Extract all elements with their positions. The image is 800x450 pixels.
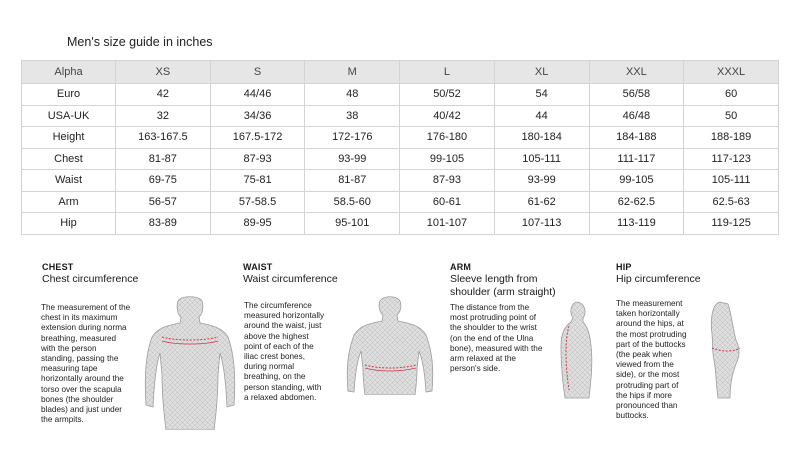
waist-description <box>244 301 324 403</box>
table-cell: 167.5-172 <box>210 127 305 149</box>
hip-subtitle: Hip circumference <box>616 273 701 286</box>
hip-desc-line: pronounced than <box>616 401 678 411</box>
table-cell: 44/46 <box>210 84 305 106</box>
arm-desc-line: bone), measured with the <box>450 343 543 353</box>
page-title: Men's size guide in inches <box>67 35 213 49</box>
chest-desc-line: The measurement of the <box>41 303 131 312</box>
table-cell: 180-184 <box>494 127 589 149</box>
waist-kicker: WAIST <box>243 262 273 272</box>
table-cell: 34/36 <box>210 105 305 127</box>
waist-subtitle: Waist circumference <box>243 273 338 286</box>
size-table <box>21 60 779 235</box>
table-row <box>22 127 779 149</box>
table-cell: 99-105 <box>400 148 495 170</box>
table-cell: 81-87 <box>305 170 400 192</box>
table-cell: 93-99 <box>305 148 400 170</box>
waist-desc-line: during normal <box>244 362 295 372</box>
table-header-cell: Alpha <box>22 61 116 84</box>
hip-desc-line: the hips if more <box>616 390 672 400</box>
chest-desc-line: chest in its maximum <box>41 313 118 323</box>
table-cell: 111-117 <box>589 148 684 170</box>
waist-desc-line: person standing, with <box>244 382 322 392</box>
arm-desc-line: most protruding point of <box>450 313 537 323</box>
chest-desc-line: blades) and just under <box>41 405 123 415</box>
row-label: Height <box>22 127 116 149</box>
hip-desc-line: viewed from the <box>616 360 674 370</box>
chest-desc-line: measuring tape <box>41 364 98 374</box>
waist-desc-line: around the waist, just <box>244 321 322 331</box>
waist-desc-line: breathing, on the <box>244 372 306 382</box>
arm-desc-line: the shoulder to the wrist <box>450 323 537 333</box>
table-row <box>22 84 779 106</box>
hip-figure <box>700 300 750 400</box>
chest-desc-line: the armpits. <box>41 415 84 425</box>
row-label: Euro <box>22 84 116 106</box>
table-cell: 38 <box>305 105 400 127</box>
table-header-row <box>22 61 779 84</box>
row-label: Chest <box>22 148 116 170</box>
table-cell: 105-111 <box>684 170 779 192</box>
table-cell: 75-81 <box>210 170 305 192</box>
hip-kicker: HIP <box>616 262 632 272</box>
table-header-cell: XXXL <box>684 61 779 84</box>
table-cell: 60-61 <box>400 191 495 213</box>
table-row <box>22 191 779 213</box>
waist-figure <box>340 295 440 395</box>
table-cell: 101-107 <box>400 213 495 235</box>
table-row <box>22 170 779 192</box>
chest-kicker: CHEST <box>42 262 74 272</box>
table-header-cell: XXL <box>589 61 684 84</box>
table-header-cell: L <box>400 61 495 84</box>
chest-description <box>41 303 130 425</box>
table-cell: 62-62.5 <box>589 191 684 213</box>
table-cell: 69-75 <box>116 170 211 192</box>
waist-desc-line: a relaxed abdomen. <box>244 392 317 402</box>
row-label: Arm <box>22 191 116 213</box>
waist-heading <box>243 262 338 285</box>
waist-desc-line: measured horizontally <box>244 311 325 321</box>
table-cell: 87-93 <box>210 148 305 170</box>
arm-subtitle-line1: Sleeve length from <box>450 273 538 286</box>
arm-kicker: ARM <box>450 262 472 272</box>
hip-desc-line: the most protruding <box>616 329 687 339</box>
arm-figure <box>555 300 605 400</box>
table-cell: 117-123 <box>684 148 779 170</box>
row-label: Waist <box>22 170 116 192</box>
chest-desc-line: bones (the shoulder <box>41 394 114 404</box>
table-cell: 188-189 <box>684 127 779 149</box>
chest-desc-line: with the person <box>41 343 97 353</box>
hip-desc-line: (the peak when <box>616 350 672 360</box>
waist-desc-line: above the highest <box>244 331 309 341</box>
table-cell: 44 <box>494 105 589 127</box>
table-cell: 105-111 <box>494 148 589 170</box>
table-cell: 163-167.5 <box>116 127 211 149</box>
table-cell: 50/52 <box>400 84 495 106</box>
table-cell: 57-58.5 <box>210 191 305 213</box>
table-cell: 62.5-63 <box>684 191 779 213</box>
table-cell: 95-101 <box>305 213 400 235</box>
hip-desc-line: taken horizontally <box>616 309 680 319</box>
table-cell: 172-176 <box>305 127 400 149</box>
table-cell: 58.5-60 <box>305 191 400 213</box>
hip-heading <box>616 262 701 285</box>
table-cell: 40/42 <box>400 105 495 127</box>
table-header-cell: XS <box>116 61 211 84</box>
table-cell: 176-180 <box>400 127 495 149</box>
table-cell: 119-125 <box>684 213 779 235</box>
table-row <box>22 213 779 235</box>
table-row <box>22 148 779 170</box>
chest-desc-line: breathing, measured <box>41 333 117 343</box>
table-cell: 99-105 <box>589 170 684 192</box>
hip-description <box>616 299 687 421</box>
row-label: Hip <box>22 213 116 235</box>
chest-desc-line: torso over the scapula <box>41 384 122 394</box>
hip-desc-line: around the hips, at <box>616 319 684 329</box>
chest-figure <box>140 295 240 430</box>
table-cell: 56-57 <box>116 191 211 213</box>
table-cell: 54 <box>494 84 589 106</box>
arm-desc-line: person's side. <box>450 364 501 374</box>
hip-desc-line: The measurement <box>616 299 683 308</box>
table-cell: 56/58 <box>589 84 684 106</box>
table-cell: 48 <box>305 84 400 106</box>
hip-desc-line: side), or the most <box>616 370 680 380</box>
table-cell: 184-188 <box>589 127 684 149</box>
table-header-cell: XL <box>494 61 589 84</box>
table-cell: 107-113 <box>494 213 589 235</box>
table-cell: 42 <box>116 84 211 106</box>
table-cell: 81-87 <box>116 148 211 170</box>
table-cell: 60 <box>684 84 779 106</box>
table-row <box>22 105 779 127</box>
chest-desc-line: extension during norma <box>41 323 127 333</box>
hip-desc-line: protruding part of <box>616 380 679 390</box>
table-cell: 32 <box>116 105 211 127</box>
table-cell: 46/48 <box>589 105 684 127</box>
waist-desc-line: iliac crest bones, <box>244 352 305 362</box>
table-cell: 93-99 <box>494 170 589 192</box>
table-cell: 87-93 <box>400 170 495 192</box>
waist-desc-line: The circumference <box>244 301 312 310</box>
arm-description <box>450 303 542 374</box>
table-cell: 113-119 <box>589 213 684 235</box>
chest-subtitle: Chest circumference <box>42 273 139 286</box>
table-cell: 50 <box>684 105 779 127</box>
chest-desc-line: standing, passing the <box>41 354 119 364</box>
arm-subtitle-line2: shoulder (arm straight) <box>450 286 556 299</box>
arm-heading <box>450 262 556 298</box>
arm-desc-line: The distance from the <box>450 303 530 312</box>
arm-desc-line: (on the end of the Ulna <box>450 333 534 343</box>
hip-desc-line: part of the buttocks <box>616 339 686 349</box>
waist-desc-line: point of each of the <box>244 341 314 351</box>
hip-desc-line: buttocks. <box>616 411 649 421</box>
table-cell: 83-89 <box>116 213 211 235</box>
arm-desc-line: arm relaxed at the <box>450 354 516 364</box>
chest-desc-line: horizontally around the <box>41 374 124 384</box>
table-header-cell: S <box>210 61 305 84</box>
chest-heading <box>42 262 138 285</box>
table-cell: 89-95 <box>210 213 305 235</box>
row-label: USA-UK <box>22 105 116 127</box>
table-cell: 61-62 <box>494 191 589 213</box>
table-header-cell: M <box>305 61 400 84</box>
